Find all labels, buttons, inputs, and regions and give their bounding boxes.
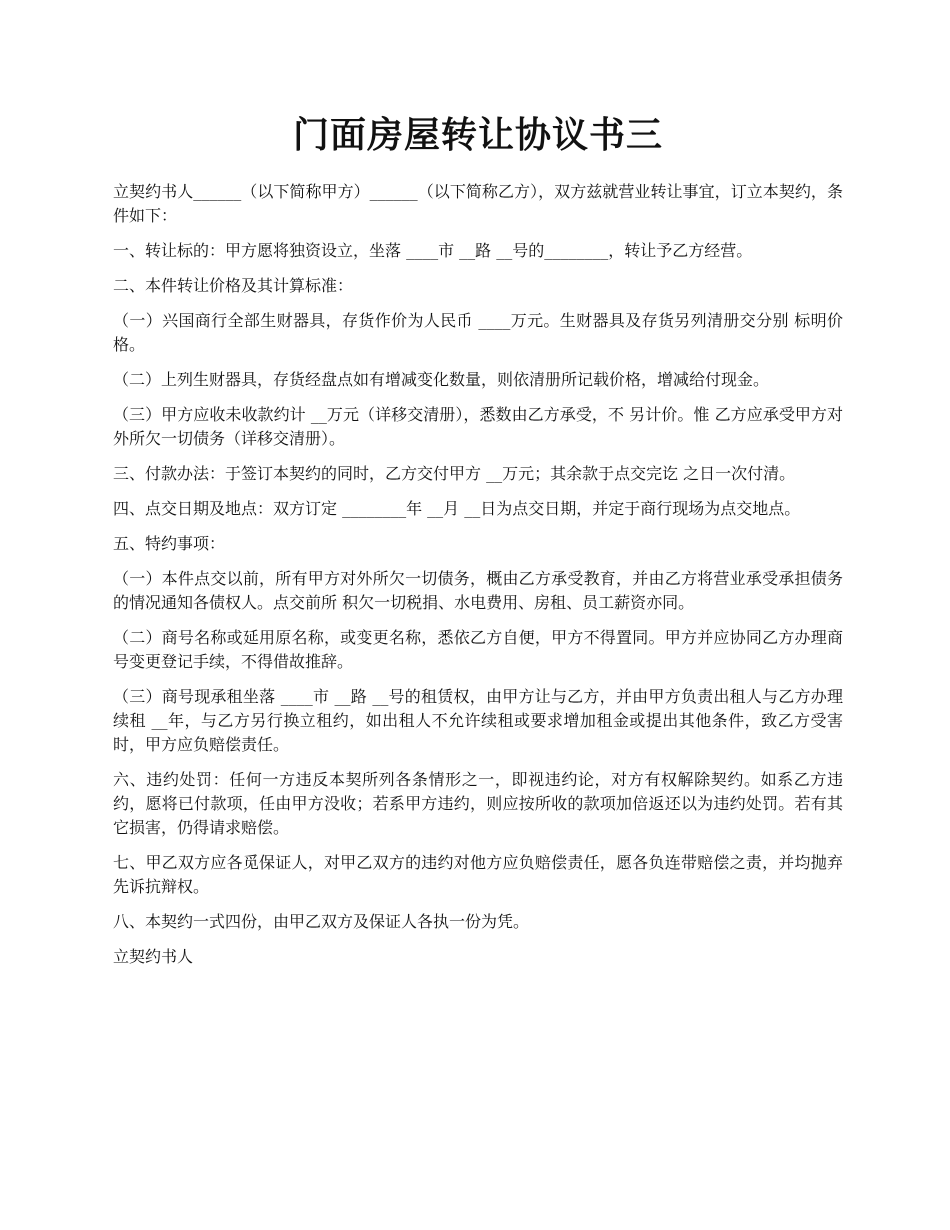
document-body <box>113 180 843 969</box>
paragraph-clause-8: 八、本契约一式四份，由甲乙双方及保证人各执一份为凭。 <box>113 912 530 931</box>
paragraph-clause-2: 二、本件转让价格及其计算标准： <box>113 276 354 295</box>
paragraph-clause-2-1: （一）兴国商行全部生财器具，存货作价为人民币 ____万元。生财器具及存货另列清册交分别 标明价格。 <box>113 311 843 354</box>
paragraph-clause-5-1: （一）本件点交以前，所有甲方对外所欠一切债务，概由乙方承受教育，并由乙方将营业承受承担债务的情况通知各债权人。点交前所 积欠一切税捐、水电费用、房租、员工薪资亦同。 <box>113 569 843 612</box>
paragraph-clause-5-3: （三）商号现承租坐落 ____市 __路 __号的租赁权，由甲方让与乙方，并由甲方负责出租人与乙方办理续租 __年，与乙方另行换立租约，如出租人不允许续租或要求增加租金或提出其他条件，致乙方受害时，甲方应负赔偿责任。 <box>113 687 843 754</box>
paragraph-clause-1: 一、转让标的：甲方愿将独资设立，坐落 ____市 __路 __号的________，转让予乙方经营。 <box>113 241 753 260</box>
paragraph-signature-line: 立契约书人 <box>113 947 194 966</box>
document-page <box>113 0 843 980</box>
paragraph-clause-5-2: （二）商号名称或延用原名称，或变更名称，悉依乙方自便，甲方不得置同。甲方并应协同乙方办理商号变更登记手续，不得借故推辞。 <box>113 628 843 671</box>
paragraph-clause-3: 三、付款办法：于签订本契约的同时，乙方交付甲方 __万元；其余款于点交完讫 之日一次付清。 <box>113 464 796 483</box>
paragraph-clause-5: 五、特约事项： <box>113 534 226 553</box>
document-title: 门面房屋转让协议书三 <box>292 114 663 156</box>
paragraph-clause-2-3: （三）甲方应收未收款约计 __万元（详移交清册），悉数由乙方承受，不 另计价。惟 乙方应承受甲方对外所欠一切债务（详移交清册）。 <box>113 405 843 448</box>
paragraph-preamble: 立契约书人______（以下简称甲方）______（以下简称乙方），双方兹就营业转让事宜，订立本契约，条件如下： <box>113 182 843 225</box>
paragraph-clause-2-2: （二）上列生财器具，存货经盘点如有增减变化数量，则依清册所记载价格，增减给付现金。 <box>113 370 770 389</box>
paragraph-clause-6: 六、违约处罚：任何一方违反本契所列各条情形之一，即视违约论，对方有权解除契约。如系乙方违约，愿将已付款项，任由甲方没收；若系甲方违约，则应按所收的款项加倍返还以为违约处罚。若有其它损害，仍得请求赔偿。 <box>113 770 843 837</box>
paragraph-clause-4: 四、点交日期及地点：双方订定 ________年 __月 __日为点交日期，并定于商行现场为点交地点。 <box>113 499 801 518</box>
paragraph-clause-7: 七、甲乙双方应各觅保证人，对甲乙双方的违约对他方应负赔偿责任，愿各负连带赔偿之责，并均抛弃先诉抗辩权。 <box>113 853 843 896</box>
